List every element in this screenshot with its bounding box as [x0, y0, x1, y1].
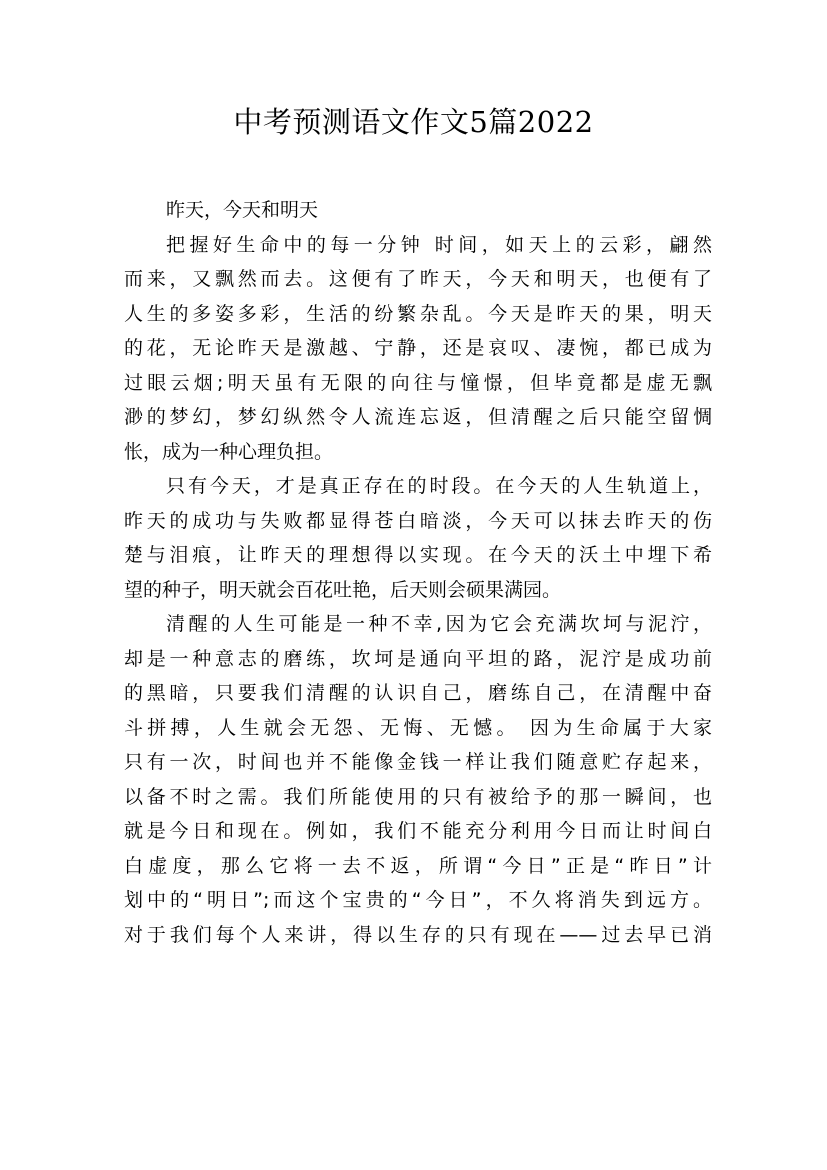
- text-line: 却是一种意志的磨练，坎坷是通向平坦的路，泥泞是成功前: [124, 647, 712, 670]
- text-line: 昨天的成功与失败都显得苍白暗淡，今天可以抹去昨天的伤: [124, 509, 712, 532]
- text-line: 划中的“明日”;而这个宝贵的“今日”，不久将消失到远方。: [124, 889, 712, 911]
- text-line: 以备不时之需。我们所能使用的只有被给予的那一瞬间，也: [124, 785, 712, 808]
- document-body: [124, 193, 712, 952]
- text-line: 望的种子，明天就会百花吐艳，后天则会硕果满园。: [124, 578, 562, 601]
- text-line: 过眼云烟;明天虽有无限的向往与憧憬，但毕竟都是虚无飘: [124, 371, 712, 394]
- text-line: 清醒的人生可能是一种不幸,因为它会充满坎坷与泥泞，: [166, 613, 712, 635]
- text-line: 的花，无论昨天是激越、宁静，还是哀叹、凄惋，都已成为: [124, 337, 712, 359]
- section-heading: 昨天，今天和明天: [166, 199, 319, 221]
- text-line: 的黑暗，只要我们清醒的认识自己，磨练自己，在清醒中奋: [124, 682, 712, 704]
- text-line: 怅，成为一种心理负担。: [124, 440, 334, 463]
- text-line: 而来，又飘然而去。这便有了昨天，今天和明天，也便有了: [124, 268, 712, 290]
- text-line: 只有一次，时间也并不能像金钱一样让我们随意贮存起来，: [124, 751, 712, 773]
- text-line: 就是今日和现在。例如，我们不能充分利用今日而让时间白: [124, 820, 712, 842]
- text-line: 把握好生命中的每一分钟 时间，如天上的云彩，翩然: [166, 233, 712, 256]
- text-line: 渺的梦幻，梦幻纵然令人流连忘返，但清醒之后只能空留惆: [124, 406, 712, 428]
- document-title: 中考预测语文作文5篇2022: [233, 105, 594, 139]
- text-line: 只有今天，才是真正存在的时段。在今天的人生轨道上，: [166, 475, 712, 497]
- text-line: 白虚度，那么它将一去不返，所谓“今日”正是“昨日”计: [124, 854, 712, 877]
- text-line: 对于我们每个人来讲，得以生存的只有现在——过去早已消: [124, 923, 712, 946]
- text-line: 楚与泪痕，让昨天的理想得以实现。在今天的沃土中埋下希: [124, 544, 712, 566]
- text-line: 人生的多姿多彩，生活的纷繁杂乱。今天是昨天的果，明天: [124, 302, 712, 325]
- text-line: 斗拼搏，人生就会无怨、无悔、无憾。 因为生命属于大家: [124, 716, 712, 739]
